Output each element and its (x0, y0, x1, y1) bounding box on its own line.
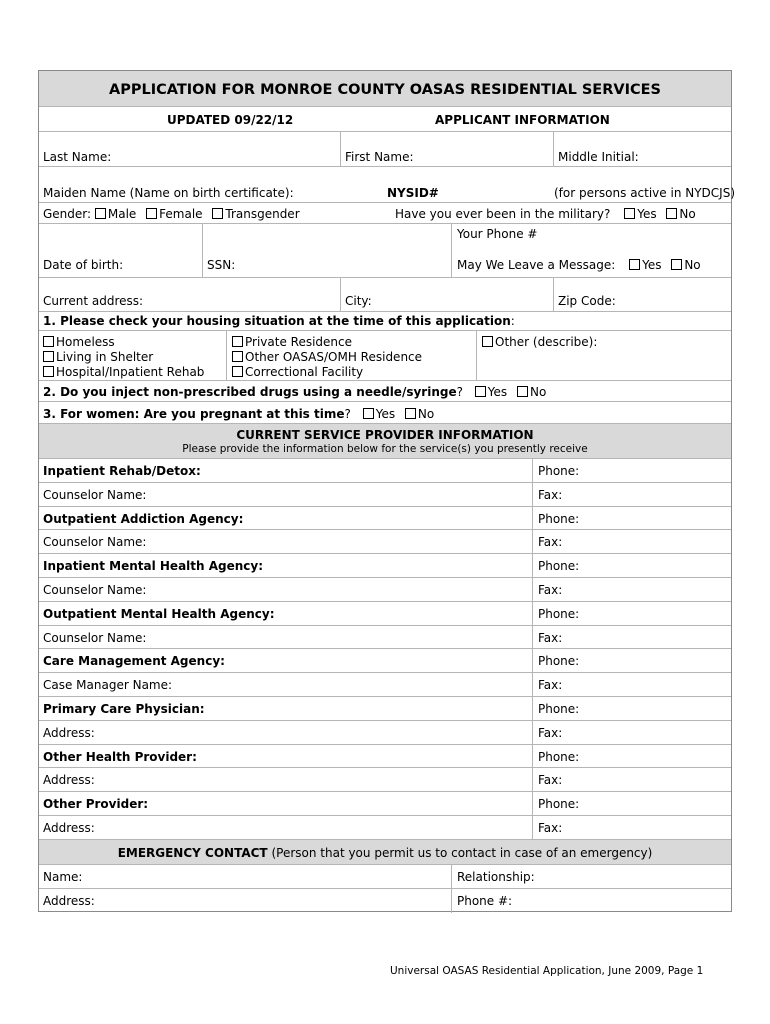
provider-label[interactable]: Address: (43, 773, 95, 788)
housing-oasas[interactable] (232, 350, 422, 364)
oasas-checkbox[interactable] (232, 351, 243, 362)
application-form (38, 70, 736, 912)
provider-contact-field[interactable]: Fax: (538, 583, 563, 597)
provider-label[interactable]: Outpatient Addiction Agency: (43, 511, 244, 526)
applicant-info-heading: APPLICANT INFORMATION (435, 113, 610, 127)
maiden-name-field[interactable]: Maiden Name (Name on birth certificate): (43, 186, 294, 200)
emergency-note: (Person that you permit us to contact in case of an emergency) (271, 846, 653, 860)
provider-contact-field[interactable]: Fax: (538, 535, 563, 550)
housing-question-row (39, 312, 731, 331)
provider-label[interactable]: Counselor Name: (43, 630, 147, 645)
provider-label[interactable]: Primary Care Physician: (43, 702, 205, 716)
housing-question (43, 314, 515, 328)
transgender-checkbox[interactable] (212, 208, 223, 219)
housing-question-colon: : (510, 314, 515, 328)
female-label: Female (159, 207, 203, 221)
q3-group (43, 407, 434, 421)
q2-yes-checkbox[interactable] (475, 386, 486, 397)
your-phone-field[interactable]: Your Phone # (457, 227, 538, 241)
provider-label[interactable]: Counselor Name: (43, 487, 147, 502)
transgender-label: Transgender (225, 207, 300, 221)
provider-label[interactable]: Outpatient Mental Health Agency: (43, 606, 275, 621)
provider-contact-field[interactable]: Phone: (538, 654, 580, 669)
gender-group (43, 207, 300, 221)
shelter-checkbox[interactable] (43, 351, 54, 362)
q3-mark: ? (344, 407, 351, 421)
middle-initial-field[interactable]: Middle Initial: (558, 150, 639, 164)
correctional-checkbox[interactable] (232, 366, 243, 377)
provider-contact-field[interactable]: Phone: (538, 797, 580, 812)
q3-yes-label: Yes (375, 407, 396, 421)
provider-contact-field[interactable]: Phone: (538, 464, 580, 478)
q2-no-label: No (530, 385, 547, 399)
housing-correctional[interactable] (232, 365, 363, 379)
homeless-checkbox[interactable] (43, 336, 54, 347)
page-title: APPLICATION FOR MONROE COUNTY OASAS RESIDENTIAL SERVICES (109, 82, 661, 98)
provider-contact-field[interactable]: Fax: (538, 821, 563, 835)
provider-contact-field[interactable]: Phone: (538, 702, 580, 716)
message-yes-checkbox[interactable] (629, 259, 640, 270)
male-label: Male (107, 207, 137, 221)
oasas-label: Other OASAS/OMH Residence (245, 350, 423, 364)
housing-shelter[interactable] (43, 350, 153, 364)
message-no-checkbox[interactable] (671, 259, 682, 270)
provider-contact-field[interactable]: Fax: (538, 725, 563, 740)
male-checkbox[interactable] (95, 208, 106, 219)
emergency-name-row (39, 865, 731, 889)
city-field[interactable]: City: (345, 294, 372, 308)
emergency-heading: EMERGENCY CONTACT (117, 846, 268, 860)
emergency-heading-group (39, 846, 731, 860)
ssn-field[interactable]: SSN: (207, 258, 236, 272)
shelter-label: Living in Shelter (56, 350, 154, 364)
provider-row (39, 507, 731, 531)
provider-label[interactable]: Other Provider: (43, 797, 149, 812)
q3-no-checkbox[interactable] (405, 408, 416, 419)
provider-row (39, 721, 731, 745)
emergency-address-row (39, 889, 731, 913)
provider-contact-field[interactable]: Phone: (538, 559, 580, 574)
hospital-checkbox[interactable] (43, 366, 54, 377)
provider-row (39, 602, 731, 626)
housing-options-row (39, 331, 731, 381)
q2-no-checkbox[interactable] (517, 386, 528, 397)
provider-label[interactable]: Case Manager Name: (43, 678, 173, 693)
housing-homeless[interactable] (43, 335, 115, 349)
q3-row (39, 402, 731, 424)
provider-row (39, 745, 731, 769)
housing-private[interactable] (232, 335, 352, 349)
provider-label[interactable]: Other Health Provider: (43, 749, 197, 764)
q3-text: 3. For women: Are you pregnant at this time (43, 407, 345, 421)
leave-message-label: May We Leave a Message: (457, 258, 616, 272)
other-checkbox[interactable] (482, 336, 493, 347)
zip-field[interactable]: Zip Code: (558, 294, 616, 308)
provider-label[interactable]: Counselor Name: (43, 583, 147, 597)
q3-yes-checkbox[interactable] (363, 408, 374, 419)
correctional-label: Correctional Facility (245, 365, 364, 379)
military-no-label: No (679, 207, 696, 221)
emergency-phone-field[interactable]: Phone #: (457, 894, 513, 908)
military-no-checkbox[interactable] (666, 208, 677, 219)
first-name-field[interactable]: First Name: (345, 150, 414, 164)
provider-contact-field[interactable]: Phone: (538, 749, 580, 764)
gender-row (39, 203, 731, 224)
emergency-address-field[interactable]: Address: (43, 894, 95, 908)
emergency-header (39, 840, 731, 865)
military-label: Have you ever been in the military? (395, 207, 611, 221)
provider-contact-field[interactable]: Fax: (538, 773, 563, 788)
provider-row (39, 768, 731, 792)
provider-row (39, 673, 731, 697)
provider-label[interactable]: Inpatient Rehab/Detox: (43, 464, 201, 478)
q3-no-label: No (417, 407, 435, 421)
provider-row (39, 697, 731, 721)
military-yes-label: Yes (637, 207, 657, 221)
name-row (39, 132, 731, 167)
provider-label[interactable]: Care Management Agency: (43, 654, 225, 669)
provider-row (39, 483, 731, 507)
nysid-field[interactable]: NYSID# (387, 186, 439, 200)
q2-group (43, 385, 546, 399)
message-no-label: No (684, 258, 701, 272)
provider-contact-field[interactable]: Phone: (538, 511, 580, 526)
housing-other[interactable] (482, 335, 597, 349)
maiden-row (39, 167, 736, 203)
provider-row (39, 578, 731, 602)
provider-contact-field[interactable]: Fax: (538, 487, 563, 502)
provider-row (39, 530, 731, 554)
dob-field[interactable]: Date of birth: (43, 258, 124, 272)
nysid-note: (for persons active in NYDCJS) (554, 186, 736, 200)
updated-date: UPDATED 09/22/12 (167, 113, 294, 127)
address-row (39, 278, 731, 312)
provider-label[interactable]: Inpatient Mental Health Agency: (43, 559, 264, 574)
q2-yes-label: Yes (487, 385, 508, 399)
dob-row (39, 224, 731, 278)
provider-header (39, 424, 731, 459)
last-name-field[interactable]: Last Name: (43, 150, 112, 164)
title-bar (39, 71, 731, 107)
provider-heading: CURRENT SERVICE PROVIDER INFORMATION (236, 428, 534, 442)
provider-row (39, 816, 731, 840)
provider-row (39, 649, 731, 673)
emergency-relationship-field[interactable]: Relationship: (457, 870, 535, 884)
housing-hospital[interactable] (43, 365, 204, 379)
section-header-row (39, 107, 731, 132)
provider-label[interactable]: Counselor Name: (43, 535, 147, 550)
provider-label[interactable]: Address: (43, 725, 95, 740)
military-yes-checkbox[interactable] (624, 208, 635, 219)
message-yes-label: Yes (642, 258, 662, 272)
provider-contact-field[interactable]: Fax: (538, 678, 563, 693)
provider-row (39, 792, 731, 816)
q2-row (39, 381, 731, 402)
emergency-name-field[interactable]: Name: (43, 870, 83, 884)
other-label: Other (describe): (495, 335, 598, 349)
hospital-label: Hospital/Inpatient Rehab (56, 365, 205, 379)
q2-mark: ? (456, 385, 463, 399)
provider-subheading: Please provide the information below for the service(s) you presently receive (182, 443, 588, 455)
message-group (457, 258, 701, 272)
homeless-label: Homeless (56, 335, 115, 349)
military-group (395, 207, 696, 221)
current-address-field[interactable]: Current address: (43, 294, 144, 308)
provider-row (39, 459, 731, 483)
housing-question-text: 1. Please check your housing situation at the time of this application (43, 314, 511, 328)
provider-row (39, 554, 731, 578)
provider-contact-field[interactable]: Fax: (538, 630, 563, 645)
provider-row (39, 626, 731, 650)
female-checkbox[interactable] (146, 208, 157, 219)
page-footer: Universal OASAS Residential Application, June 2009, Page 1 (390, 965, 704, 977)
private-checkbox[interactable] (232, 336, 243, 347)
q2-text: 2. Do you inject non-prescribed drugs using a needle/syringe (43, 385, 457, 399)
private-label: Private Residence (245, 335, 353, 349)
provider-label[interactable]: Address: (43, 821, 95, 835)
gender-label: Gender: (43, 207, 92, 221)
provider-contact-field[interactable]: Phone: (538, 606, 580, 621)
